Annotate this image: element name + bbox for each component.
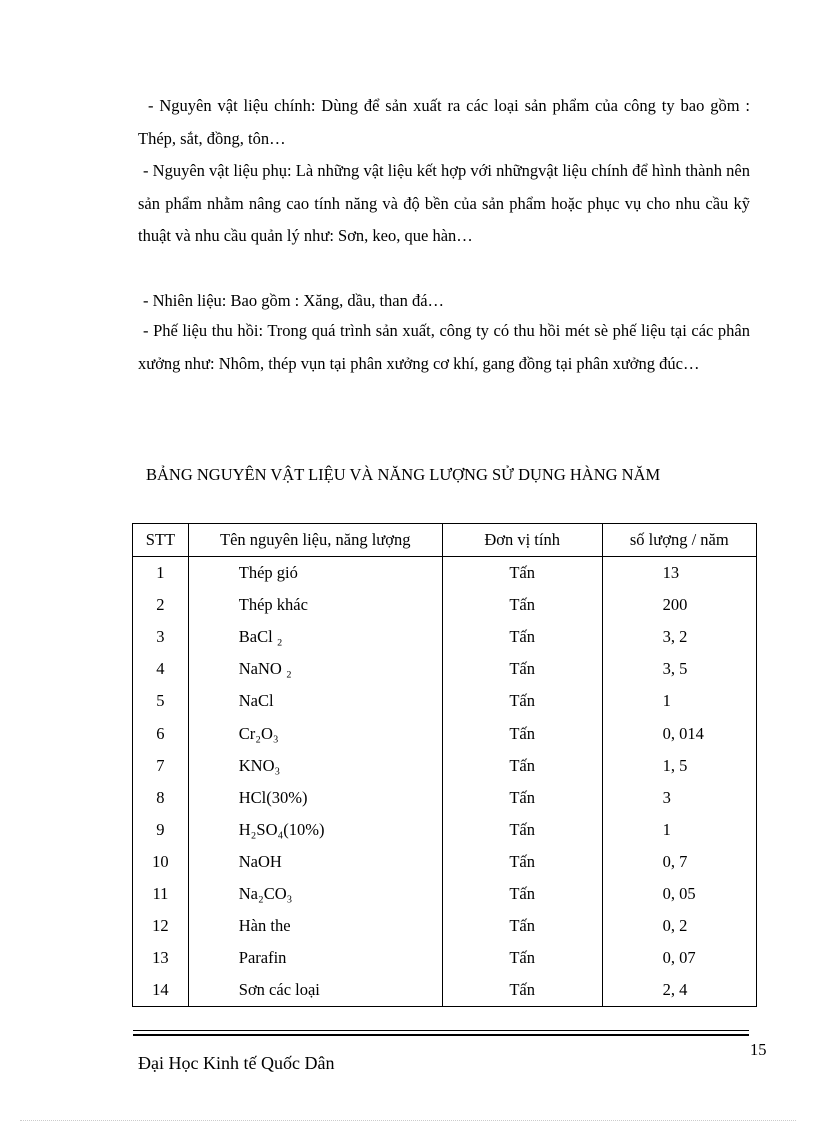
cell-unit: Tấn [442,557,602,590]
cell-unit: Tấn [442,621,602,653]
cell-name: Hàn the [188,910,442,942]
cell-name: KNO₃ [188,750,442,782]
cell-unit: Tấn [442,717,602,749]
cell-quantity: 3, 2 [602,621,756,653]
table-row [133,942,757,974]
cell-unit: Tấn [442,878,602,910]
cell-unit: Tấn [442,589,602,621]
cell-name: HCl(30%) [188,782,442,814]
cell-quantity: 13 [602,557,756,590]
paragraph-auxiliary-materials: - Nguyên vật liệu phụ: Là những vật liệu kết hợp với nhữngvật liệu chính để hình thành nên sản phẩm nhằm nâng cao tính năng và độ bền của sản phẩm hoặc phục vụ cho nhu cầu kỹ thuật và nhu cầu quản lý như: Sơn, keo, que hàn… [138,161,750,245]
paragraph-main-materials: - Nguyên vật liệu chính: Dùng để sản xuất ra các loại sản phẩm của công ty bao gồm : Thép, sắt, đồng, tôn… [138,96,750,148]
cell-stt: 11 [133,878,189,910]
cell-quantity: 0, 07 [602,942,756,974]
cell-unit: Tấn [442,782,602,814]
table-row [133,782,757,814]
paragraph-fuel: - Nhiên liệu: Bao gồm : Xăng, dầu, than đá… [143,291,445,310]
table-row [133,621,757,653]
cell-stt: 13 [133,942,189,974]
page-number: 15 [750,1040,767,1059]
cell-unit: Tấn [442,653,602,685]
table-row [133,685,757,717]
footer-institution: Đại Học Kinh tế Quốc Dân [138,1053,335,1073]
cell-name: NaOH [188,846,442,878]
cell-unit: Tấn [442,750,602,782]
cell-name: Cr₂O₃ [188,717,442,749]
table-row [133,878,757,910]
cell-stt: 5 [133,685,189,717]
cell-name: BaCl ₂ [188,621,442,653]
cell-name: H₂SO₄(10%) [188,814,442,846]
cell-quantity: 0, 7 [602,846,756,878]
cell-quantity: 0, 014 [602,717,756,749]
cell-name: NaCl [188,685,442,717]
cell-stt: 1 [133,557,189,590]
table-row [133,557,757,590]
cell-unit: Tấn [442,846,602,878]
cell-name: NaNO ₂ [188,653,442,685]
cell-name: Sơn các loại [188,974,442,1007]
cell-unit: Tấn [442,910,602,942]
cell-stt: 2 [133,589,189,621]
cell-quantity: 3, 5 [602,653,756,685]
header-unit: Đơn vị tính [442,524,602,557]
cell-stt: 14 [133,974,189,1007]
header-stt: STT [133,524,189,557]
cell-unit: Tấn [442,814,602,846]
cell-quantity: 1, 5 [602,750,756,782]
footer-divider-thick [133,1034,749,1036]
table-row [133,653,757,685]
cell-quantity: 200 [602,589,756,621]
cell-stt: 4 [133,653,189,685]
cell-quantity: 1 [602,814,756,846]
cell-quantity: 2, 4 [602,974,756,1007]
cell-unit: Tấn [442,685,602,717]
cell-stt: 3 [133,621,189,653]
cell-name: Thép gió [188,557,442,590]
cell-quantity: 3 [602,782,756,814]
cell-unit: Tấn [442,974,602,1007]
materials-table [132,523,757,1007]
table-row [133,750,757,782]
table-row [133,589,757,621]
cell-stt: 12 [133,910,189,942]
table-row [133,814,757,846]
cell-stt: 7 [133,750,189,782]
table-header-row [133,524,757,557]
table-row [133,846,757,878]
cell-name: Na₂CO₃ [188,878,442,910]
cell-stt: 9 [133,814,189,846]
table-row [133,910,757,942]
table-row [133,717,757,749]
page-bottom-dotted-line [20,1120,796,1121]
table-title: BẢNG NGUYÊN VẬT LIỆU VÀ NĂNG LƯỢNG SỬ DỤNG HÀNG NĂM [146,465,661,484]
paragraph-scrap: - Phế liệu thu hồi: Trong quá trình sản xuất, công ty có thu hồi mét sè phế liệu tại các phân xưởng như: Nhôm, thép vụn tại phân xưởng cơ khí, gang đồng tại phân xưởng đúc… [138,321,750,373]
header-name: Tên nguyên liệu, năng lượng [188,524,442,557]
cell-quantity: 1 [602,685,756,717]
cell-quantity: 0, 2 [602,910,756,942]
footer-divider-thin [133,1030,749,1031]
cell-unit: Tấn [442,942,602,974]
cell-stt: 8 [133,782,189,814]
cell-stt: 6 [133,717,189,749]
cell-name: Thép khác [188,589,442,621]
cell-stt: 10 [133,846,189,878]
table-row [133,974,757,1007]
cell-quantity: 0, 05 [602,878,756,910]
header-quantity: số lượng / năm [602,524,756,557]
cell-name: Parafin [188,942,442,974]
